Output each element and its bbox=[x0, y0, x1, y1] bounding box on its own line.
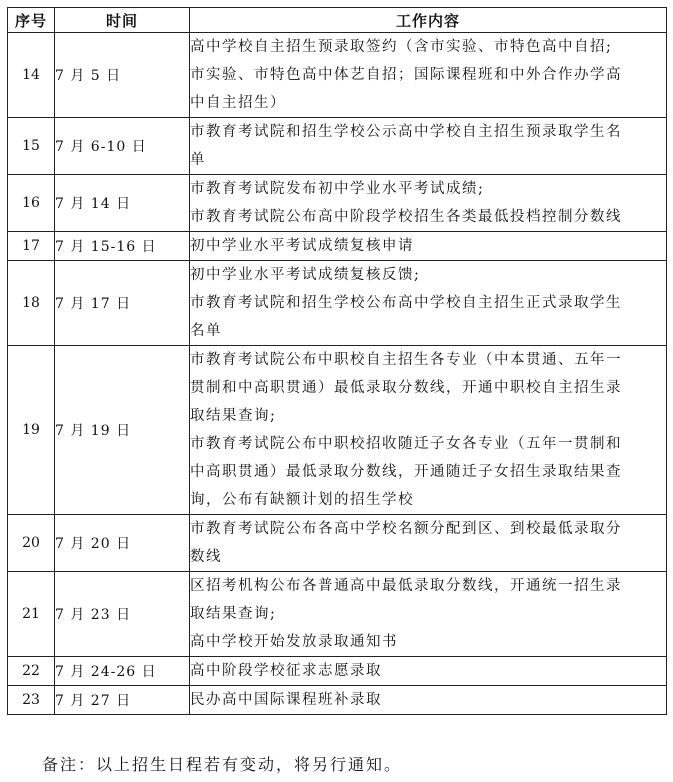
row-content bbox=[190, 261, 667, 346]
content-line: 市教育考试院和招生学校公布高中学校自主招生正式录取学生 bbox=[190, 295, 622, 311]
table-row bbox=[8, 572, 667, 657]
row-time: 7 月 5 日 bbox=[55, 33, 190, 118]
row-time: 7 月 17 日 bbox=[55, 261, 190, 346]
table-row bbox=[8, 346, 667, 515]
row-seq: 20 bbox=[8, 515, 55, 572]
row-seq: 21 bbox=[8, 572, 55, 657]
table-row bbox=[8, 515, 667, 572]
content-line: 高中学校开始发放录取通知书 bbox=[190, 634, 398, 650]
content-line: 初中学业水平考试成绩复核申请 bbox=[190, 238, 414, 254]
content-line: 单 bbox=[190, 152, 206, 168]
content-line: 市教育考试院发布初中学业水平考试成绩; bbox=[190, 181, 485, 197]
content-line: 中高职贯通）最低录取分数线，开通随迁子女招生录取结果查 bbox=[190, 464, 622, 480]
header-content: 工作内容 bbox=[190, 8, 667, 33]
row-seq: 16 bbox=[8, 175, 55, 232]
content-line: 数线 bbox=[190, 549, 222, 565]
content-line: 市实验、市特色高中体艺自招；国际课程班和中外合作办学高 bbox=[190, 67, 622, 83]
row-time: 7 月 14 日 bbox=[55, 175, 190, 232]
table-row bbox=[8, 261, 667, 346]
content-line: 市教育考试院公布中职校招收随迁子女各专业（五年一贯制和 bbox=[190, 436, 622, 452]
table-row bbox=[8, 175, 667, 232]
header-row bbox=[8, 8, 667, 33]
row-seq: 23 bbox=[8, 686, 55, 715]
row-seq: 19 bbox=[8, 346, 55, 515]
content-line: 市教育考试院公布高中阶段学校招生各类最低投档控制分数线 bbox=[190, 209, 622, 225]
content-line: 名单 bbox=[190, 323, 222, 339]
content-line: 民办高中国际课程班补录取 bbox=[190, 692, 382, 708]
table-row bbox=[8, 657, 667, 686]
row-content bbox=[190, 572, 667, 657]
row-seq: 18 bbox=[8, 261, 55, 346]
content-line: 中自主招生） bbox=[190, 95, 286, 111]
table-body bbox=[8, 33, 667, 715]
row-time: 7 月 23 日 bbox=[55, 572, 190, 657]
row-content bbox=[190, 118, 667, 175]
row-time: 7 月 19 日 bbox=[55, 346, 190, 515]
footnote: 备注：以上招生日程若有变动，将另行通知。 bbox=[42, 755, 403, 774]
table-row bbox=[8, 232, 667, 261]
row-content bbox=[190, 346, 667, 515]
header-time: 时间 bbox=[55, 8, 190, 33]
row-content bbox=[190, 232, 667, 261]
schedule-table bbox=[7, 7, 667, 715]
table-header bbox=[8, 8, 667, 33]
row-time: 7 月 20 日 bbox=[55, 515, 190, 572]
row-time: 7 月 27 日 bbox=[55, 686, 190, 715]
row-seq: 22 bbox=[8, 657, 55, 686]
row-time: 7 月 24-26 日 bbox=[55, 657, 190, 686]
row-seq: 15 bbox=[8, 118, 55, 175]
row-content bbox=[190, 515, 667, 572]
content-line: 询，公布有缺额计划的招生学校 bbox=[190, 492, 414, 508]
content-line: 区招考机构公布各普通高中最低录取分数线，开通统一招生录 bbox=[190, 578, 622, 594]
content-line: 取结果查询; bbox=[190, 606, 277, 622]
row-time: 7 月 6-10 日 bbox=[55, 118, 190, 175]
row-seq: 14 bbox=[8, 33, 55, 118]
content-line: 高中阶段学校征求志愿录取 bbox=[190, 663, 382, 679]
content-line: 高中学校自主招生预录取签约（含市实验、市特色高中自招; bbox=[190, 39, 613, 55]
row-content bbox=[190, 657, 667, 686]
content-line: 取结果查询; bbox=[190, 408, 277, 424]
content-line: 初中学业水平考试成绩复核反馈; bbox=[190, 267, 421, 283]
content-line: 市教育考试院公布中职校自主招生各专业（中本贯通、五年一 bbox=[190, 352, 622, 368]
table-row bbox=[8, 686, 667, 715]
content-line: 市教育考试院和招生学校公示高中学校自主招生预录取学生名 bbox=[190, 124, 622, 140]
content-line: 市教育考试院公布各高中学校名额分配到区、到校最低录取分 bbox=[190, 521, 622, 537]
row-content bbox=[190, 33, 667, 118]
row-content bbox=[190, 175, 667, 232]
header-seq: 序号 bbox=[8, 8, 55, 33]
content-line: 贯制和中高职贯通）最低录取分数线，开通中职校自主招生录 bbox=[190, 380, 622, 396]
row-time: 7 月 15-16 日 bbox=[55, 232, 190, 261]
table-row bbox=[8, 118, 667, 175]
row-content bbox=[190, 686, 667, 715]
table-row bbox=[8, 33, 667, 118]
row-seq: 17 bbox=[8, 232, 55, 261]
